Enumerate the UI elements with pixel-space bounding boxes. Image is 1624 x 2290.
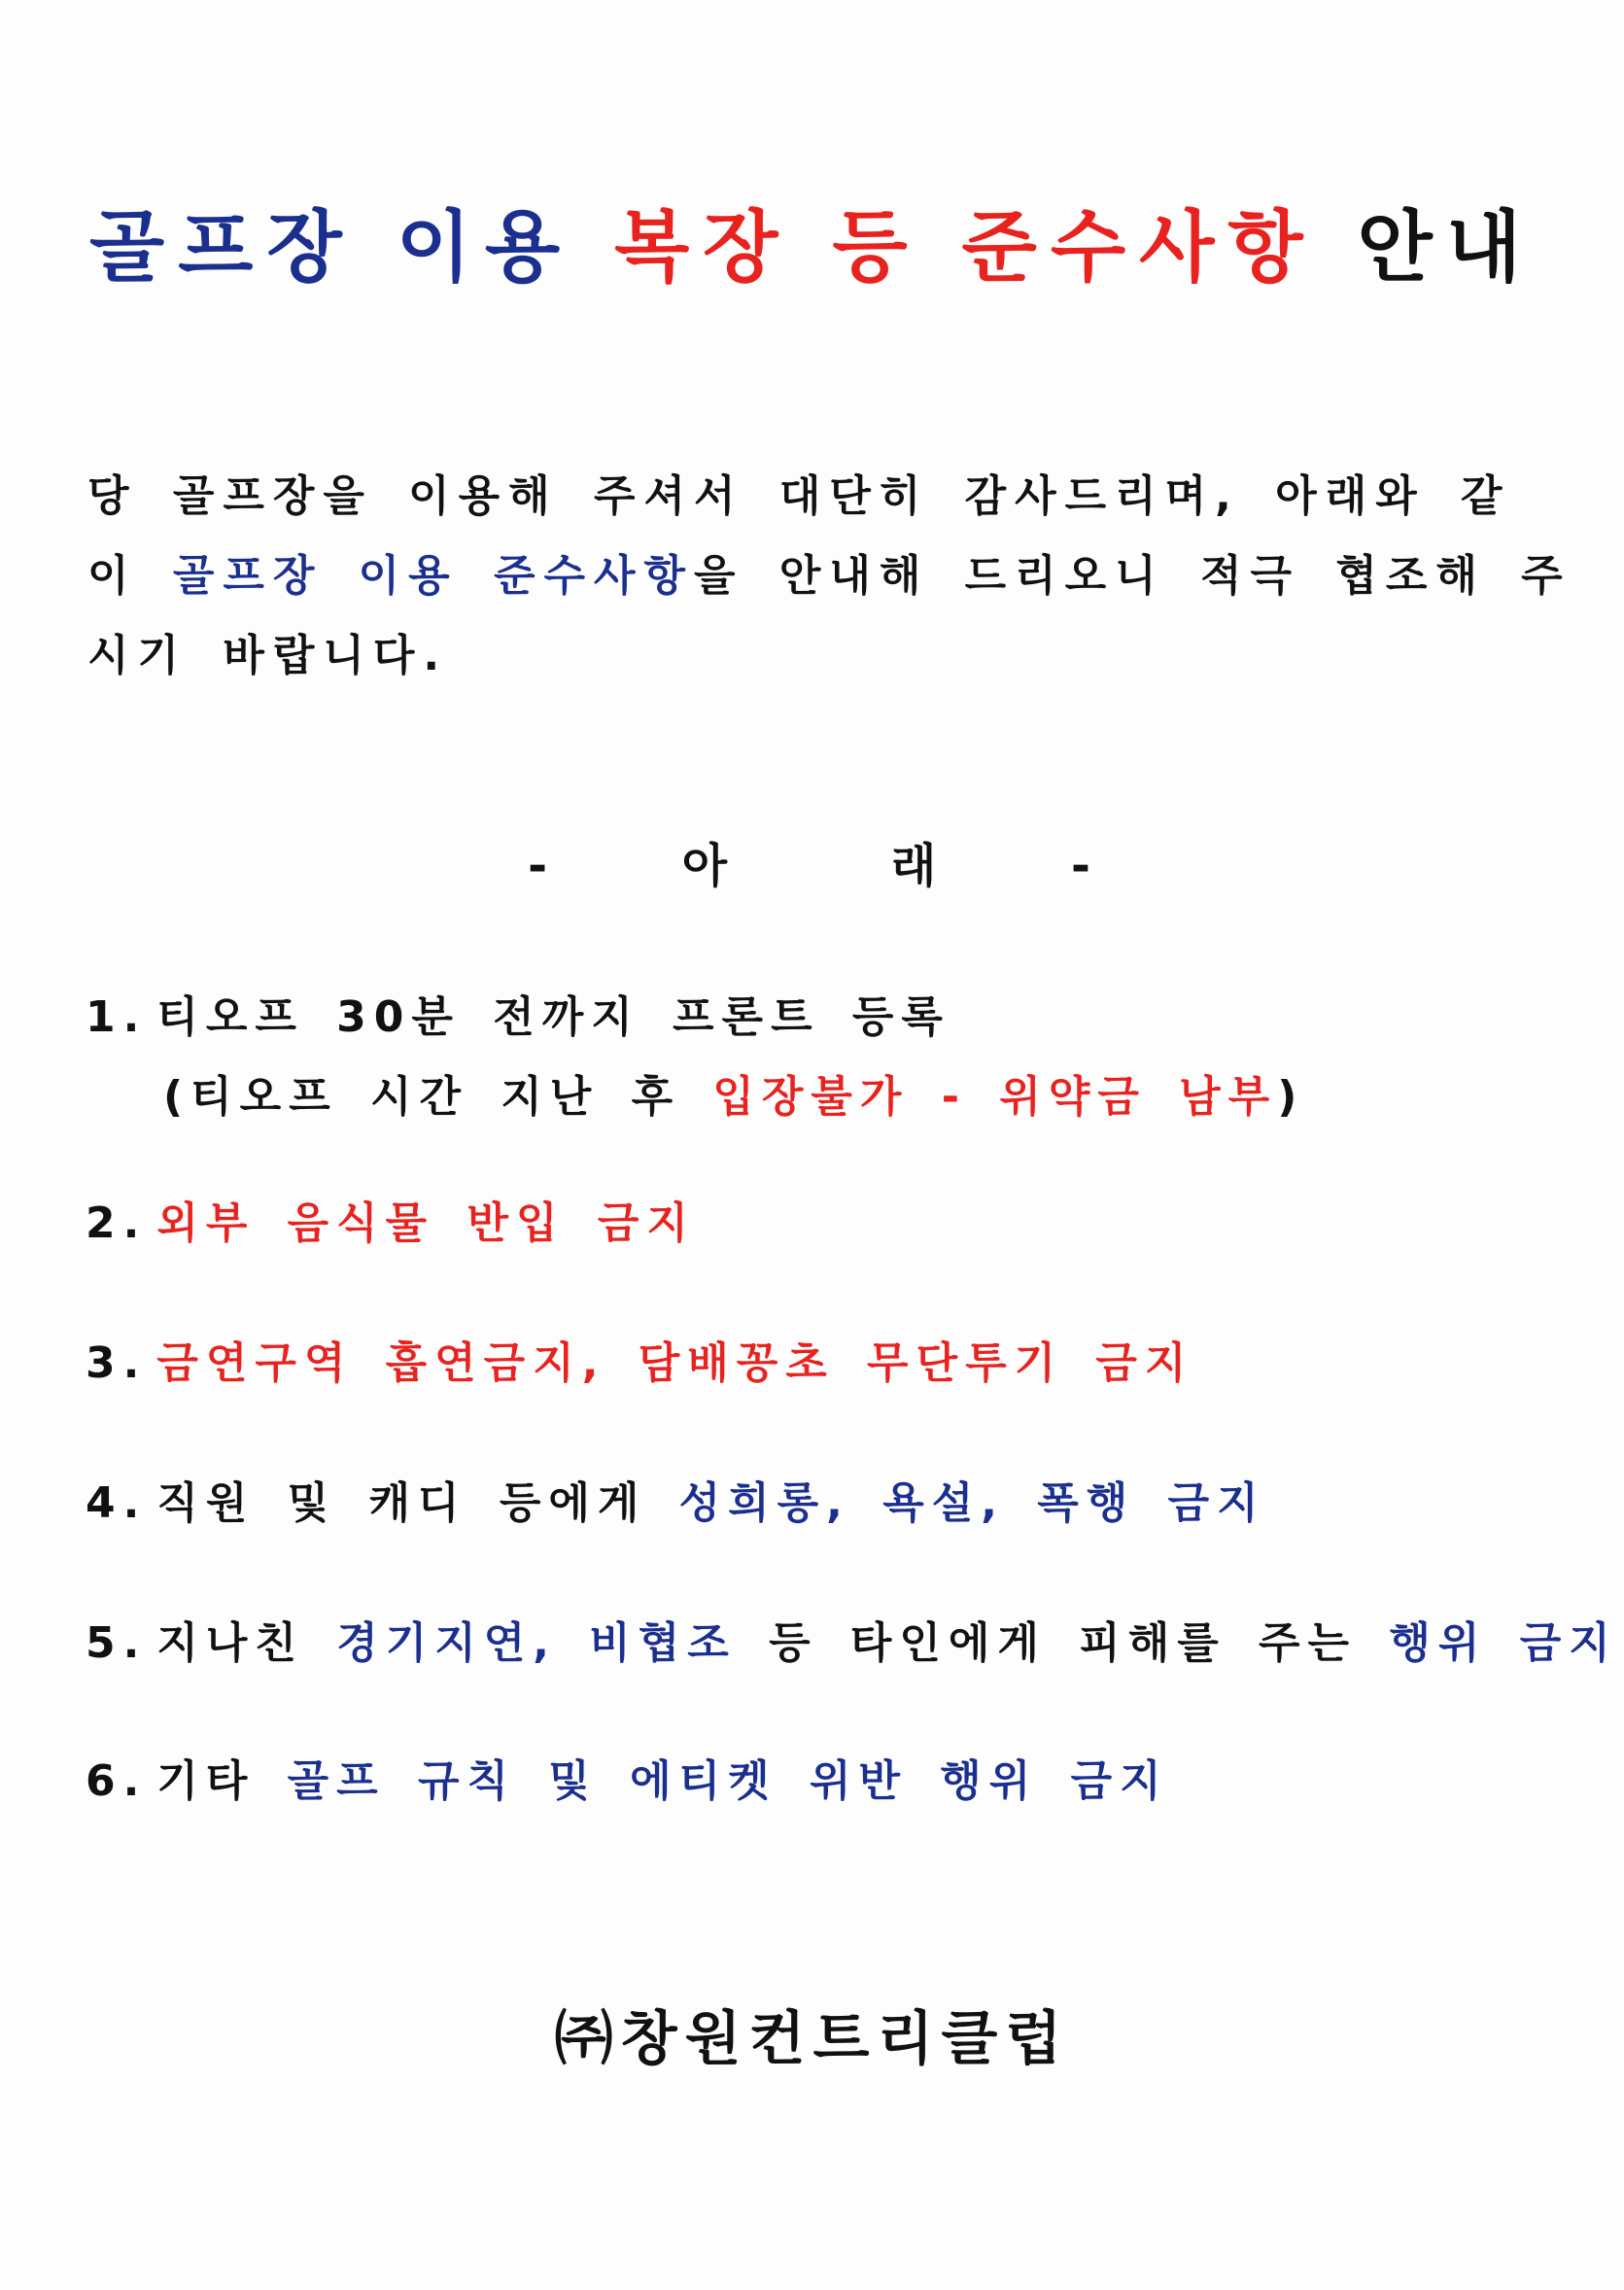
rule-text: 금연구역 흡연금지, 담배꽁초 무단투기 금지: [156, 1338, 1194, 1388]
heading-dash-left: -: [528, 839, 554, 893]
rule-item-5: [86, 1608, 1618, 1670]
heading-char-1: 아: [681, 839, 734, 893]
rule-text-highlight-1: 경기지연, 비협조: [336, 1618, 737, 1668]
page-title: [0, 185, 1624, 296]
rule-text: 외부 음식물 반입 금지: [156, 1198, 696, 1248]
rule-text-highlight: 골프 규칙 및 에티켓 위반 행위 금지: [287, 1756, 1169, 1806]
rule-text-part-2: 등 타인에게 피해를 주는: [736, 1618, 1390, 1668]
heading-char-2: 래: [890, 839, 943, 893]
intro-line-1: 당 골프장을 이용해 주셔서 대단히 감사드리며, 아래와 같: [87, 471, 1511, 521]
rule-text-highlight: 성희롱, 욕설, 폭행 금지: [678, 1478, 1266, 1528]
rule-number: 3.: [86, 1338, 148, 1388]
rule-item-3: [86, 1328, 1193, 1390]
rule-text-highlight-2: 행위 금지: [1389, 1618, 1618, 1668]
title-part-golf-usage: 골프장 이용: [88, 202, 574, 293]
rule-item-2: [86, 1188, 696, 1250]
intro-line-3: 시기 바랍니다.: [87, 631, 449, 680]
rule-text: 기타: [156, 1756, 288, 1806]
rule-subtext-close: ): [1277, 1072, 1305, 1122]
rule-text-part-1: 지나친: [156, 1618, 337, 1668]
rule-number: 6.: [86, 1756, 148, 1806]
rule-number: 1.: [86, 992, 148, 1042]
intro-paragraph: [87, 457, 1572, 696]
intro-line-2-post: 을 안내해 드리오니 적극 협조해 주: [694, 551, 1572, 601]
rule-subtext-warning: 입장불가 - 위약금 남부: [712, 1072, 1278, 1122]
club-signature: ㈜창원컨트리클럽: [554, 2005, 1070, 2073]
intro-line-2-pre: 이: [87, 551, 173, 601]
rule-text: 티오프 30분 전까지 프론트 등록: [156, 992, 950, 1042]
intro-line-2: [87, 537, 1572, 616]
rule-number: 5.: [86, 1618, 148, 1668]
intro-highlight: 골프장 이용 준수사항: [172, 551, 694, 601]
title-part-compliance: 복장 등 준수사항: [614, 202, 1317, 293]
rule-item-1: [86, 982, 1304, 1124]
rule-subtext: [163, 1061, 1304, 1124]
title-part-notice: 안내: [1357, 202, 1536, 293]
rule-item-6: [86, 1746, 1169, 1808]
heading-dash-right: -: [1070, 839, 1096, 893]
rule-item-4: [86, 1468, 1266, 1530]
rule-number: 4.: [86, 1478, 148, 1528]
rule-subtext-open: (티오프 시간 지난 후: [163, 1072, 713, 1122]
rule-text: 직원 및 캐디 등에게: [156, 1478, 679, 1528]
rule-number: 2.: [86, 1198, 148, 1248]
section-heading-below: [0, 828, 1624, 895]
